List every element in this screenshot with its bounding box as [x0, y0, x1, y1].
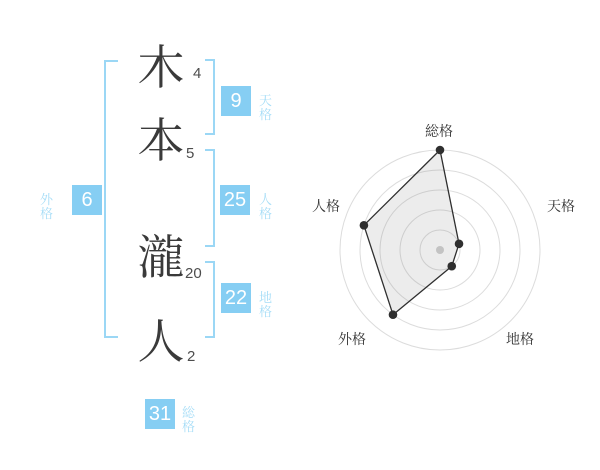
stroke-count-2: 5 [186, 145, 195, 162]
stroke-count-3: 20 [185, 265, 202, 282]
tenkaku-bracket [205, 59, 215, 135]
chikaku-bracket [205, 261, 215, 338]
stroke-count-1: 4 [193, 65, 202, 82]
name-char-3: 瀧 [137, 231, 185, 284]
gaikaku-value-badge: 6 [72, 185, 102, 215]
tenkaku-label: 天格 [259, 93, 273, 122]
radar-axis-label-chikaku: 地格 [506, 331, 534, 347]
name-char-4: 人 [137, 315, 185, 368]
stroke-count-4: 2 [187, 348, 196, 365]
radar-axis-label-jinkaku: 人格 [312, 198, 340, 214]
soukaku-value-badge: 31 [145, 399, 175, 429]
soukaku-label: 総格 [182, 405, 196, 434]
radar-axis-label-tenkaku: 天格 [547, 198, 575, 214]
jinkaku-value-badge: 25 [220, 185, 250, 215]
jinkaku-bracket [205, 149, 215, 247]
radar-axis-label-soukaku: 総格 [425, 123, 453, 139]
tenkaku-value-badge: 9 [221, 86, 251, 116]
name-char-2: 本 [137, 114, 185, 167]
radar-axis-label-gaikaku: 外格 [338, 331, 366, 347]
chikaku-value-badge: 22 [221, 283, 251, 313]
name-char-1: 木 [137, 41, 185, 94]
jinkaku-label: 人格 [259, 192, 273, 221]
gaikaku-bracket [104, 60, 118, 338]
gaikaku-label: 外格 [40, 192, 54, 221]
chikaku-label: 地格 [259, 290, 273, 319]
